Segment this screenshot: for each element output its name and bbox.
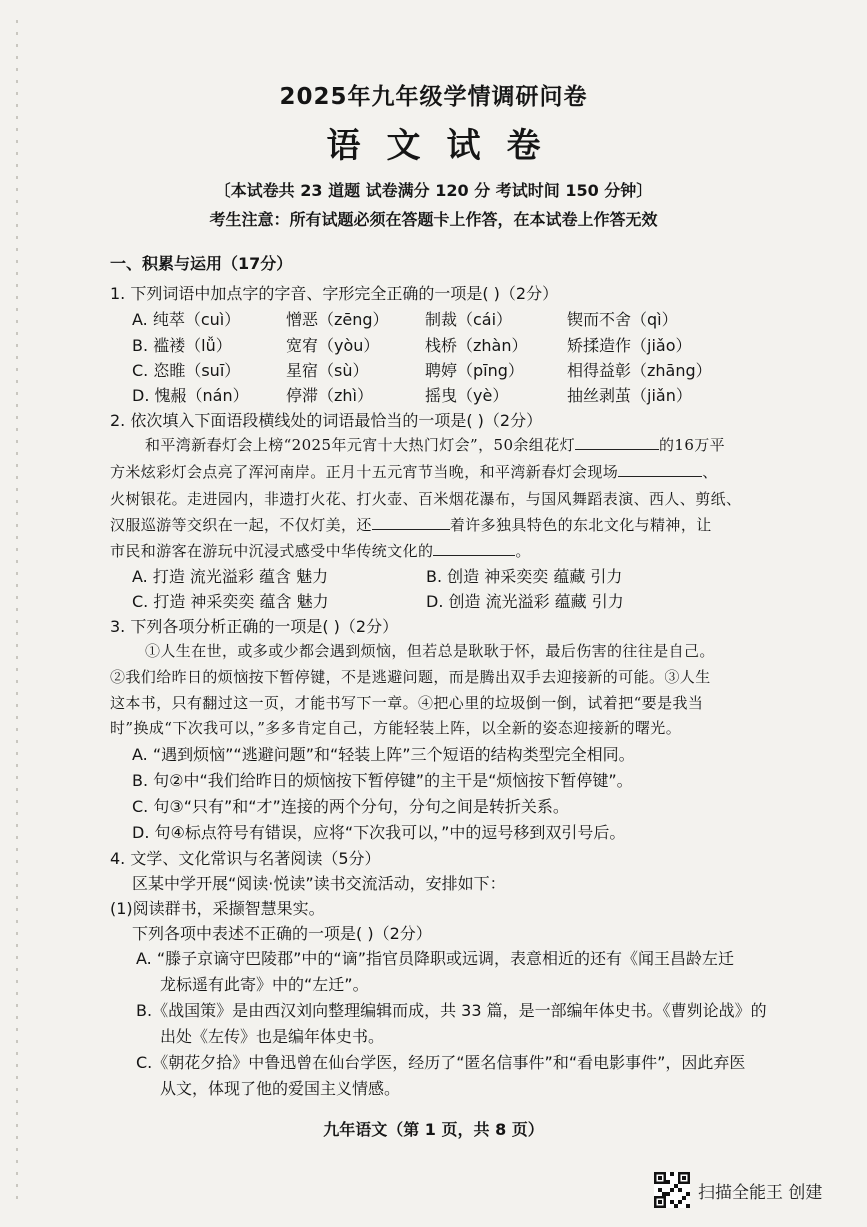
q2-passage-line-1: 和平湾新春灯会上榜“2025年元宵十大热门灯会”，50余组花灯 的16万平 [145,436,726,454]
q1-option-d3: 摇曳（yè） [425,386,509,405]
q4-sub1-stem: 下列各项中表述不正确的一项是( )（2分） [132,924,432,943]
q4-sub1: (1)阅读群书，采撷智慧果实。 [110,899,325,918]
q1-option-b2: 宽宥（yòu） [286,336,380,355]
watermark-text: 扫描全能王 创建 [698,1182,823,1203]
q2-passage-line-2: 方米炫彩灯会点亮了浑河南岸。正月十五元宵节当晚，和平湾新春灯会现场 、 [110,463,718,481]
q2-option-c: C. 打造 神采奕奕 蕴含 魅力 [132,592,329,611]
q1-option-a1: A. 纯萃（cuì） [132,310,241,329]
q4-option-b-line-2: 出处《左传》也是编年体史书。 [160,1027,385,1046]
qr-code-icon [654,1172,690,1208]
q1-option-c3: 聘婷（pīng） [425,361,524,380]
q4-option-a-line-2: 龙标遥有此寄》中的“左迁”。 [160,975,369,994]
q2-passage-line-4: 汉服巡游等交织在一起，不仅灯美，还 着许多独具特色的东北文化与精神，让 [110,516,712,534]
q1-option-a3: 制裁（cái） [425,310,513,329]
scanner-watermark [654,1172,822,1208]
q2-option-a: A. 打造 流光溢彩 蕴含 魅力 [132,567,329,586]
q4-option-a-line-1: A. “滕子京谪守巴陵郡”中的“谪”指官员降职或远调，表意相近的还有《闻王昌龄左迁 [136,949,734,968]
q2-blank-3 [372,515,450,530]
q1-option-d1: D. 愧赧（nán） [132,386,249,405]
q4-option-c-line-1: C.《朝花夕拾》中鲁迅曾在仙台学医，经历了“匿名信事件”和“看电影事件”，因此弃医 [136,1053,746,1072]
q2-option-b: B. 创造 神采奕奕 蕴藏 引力 [426,567,623,586]
q3-passage-line-2: ②我们给昨日的烦恼按下暂停键，不是逃避问题，而是腾出双手去迎接新的可能。③人生 [110,668,711,686]
q3-option-c: C. 句③“只有”和“才”连接的两个分句，分句之间是转折关系。 [132,797,569,816]
q3-option-b: B. 句②中“我们给昨日的烦恼按下暂停键”的主干是“烦恼按下暂停键”。 [132,771,633,790]
q1-option-b4: 矫揉造作（jiǎo） [567,336,692,355]
q2-passage-line-5: 市民和游客在游玩中沉浸式感受中华传统文化的 。 [110,542,531,560]
q2-blank-4 [433,541,515,556]
q1-option-d2: 停滞（zhì） [286,386,373,405]
q1-option-b1: B. 褴褛（lǚ） [132,336,232,355]
q2-option-d: D. 创造 流光溢彩 蕴藏 引力 [426,592,624,611]
q1-option-d4: 抽丝剥茧（jiǎn） [567,386,692,405]
q1-option-c1: C. 恣睢（suī） [132,361,241,380]
q4-option-c-line-2: 从文，体现了他的爱国主义情感。 [160,1079,401,1098]
q4-stem: 4. 文学、文化常识与名著阅读（5分） [110,849,381,868]
q4-intro: 区某中学开展“阅读·悦读”读书交流活动，安排如下： [132,874,506,893]
q2-stem: 2. 依次填入下面语段横线处的词语最恰当的一项是( )（2分） [110,411,543,430]
q1-option-a4: 锲而不舍（qì） [567,310,678,329]
q3-stem: 3. 下列各项分析正确的一项是( )（2分） [110,617,399,636]
q1-option-c4: 相得益彰（zhāng） [567,361,712,380]
q3-passage-line-1: ①人生在世，或多或少都会遇到烦恼，但若总是耿耿于怀，最后伤害的往往是自己。 [145,642,715,660]
page-footer: 九年语文（第 1 页，共 8 页） [323,1120,544,1139]
q1-option-c2: 星宿（sù） [286,361,369,380]
q1-option-a2: 憎恶（zēng） [286,310,389,329]
q3-passage-line-3: 这本书，只有翻过这一页，才能书写下一章。④把心里的垃圾倒一倒，试着把“要是我当 [110,694,704,712]
q2-blank-1 [575,435,659,450]
q1-option-b3: 栈桥（zhàn） [425,336,528,355]
q2-passage-line-3: 火树银花。走进园内，非遗打火花、打火壶、百米烟花瀑布，与国风舞蹈表演、西人、剪纸、 [110,490,742,508]
exam-title: 2025年九年级学情调研问卷 [279,84,588,110]
q3-option-d: D. 句④标点符号有错误，应将“下次我可以，”中的逗号移到双引号后。 [132,823,626,842]
q4-option-b-line-1: B.《战国策》是由西汉刘向整理编辑而成，共 33 篇，是一部编年体史书。《曹刿论战》的 [136,1001,767,1020]
q2-blank-2 [618,462,702,477]
exam-meta: 〔本试卷共 23 道题 试卷满分 120 分 考试时间 150 分钟〕 [214,181,653,200]
section-heading: 一、积累与运用（17分） [110,254,293,273]
q1-stem: 1. 下列词语中加点字的字音、字形完全正确的一项是( )（2分） [110,284,559,303]
q3-passage-line-4: 时”换成“下次我可以，”多多肯定自己，方能轻装上阵，以全新的姿态迎接新的曙光。 [110,719,682,737]
subject-title: 语文试卷 [326,126,567,166]
q3-option-a: A. “遇到烦恼”“逃避问题”和“轻装上阵”三个短语的结构类型完全相同。 [132,745,635,764]
exam-notice: 考生注意：所有试题必须在答题卡上作答，在本试卷上作答无效 [209,210,658,229]
